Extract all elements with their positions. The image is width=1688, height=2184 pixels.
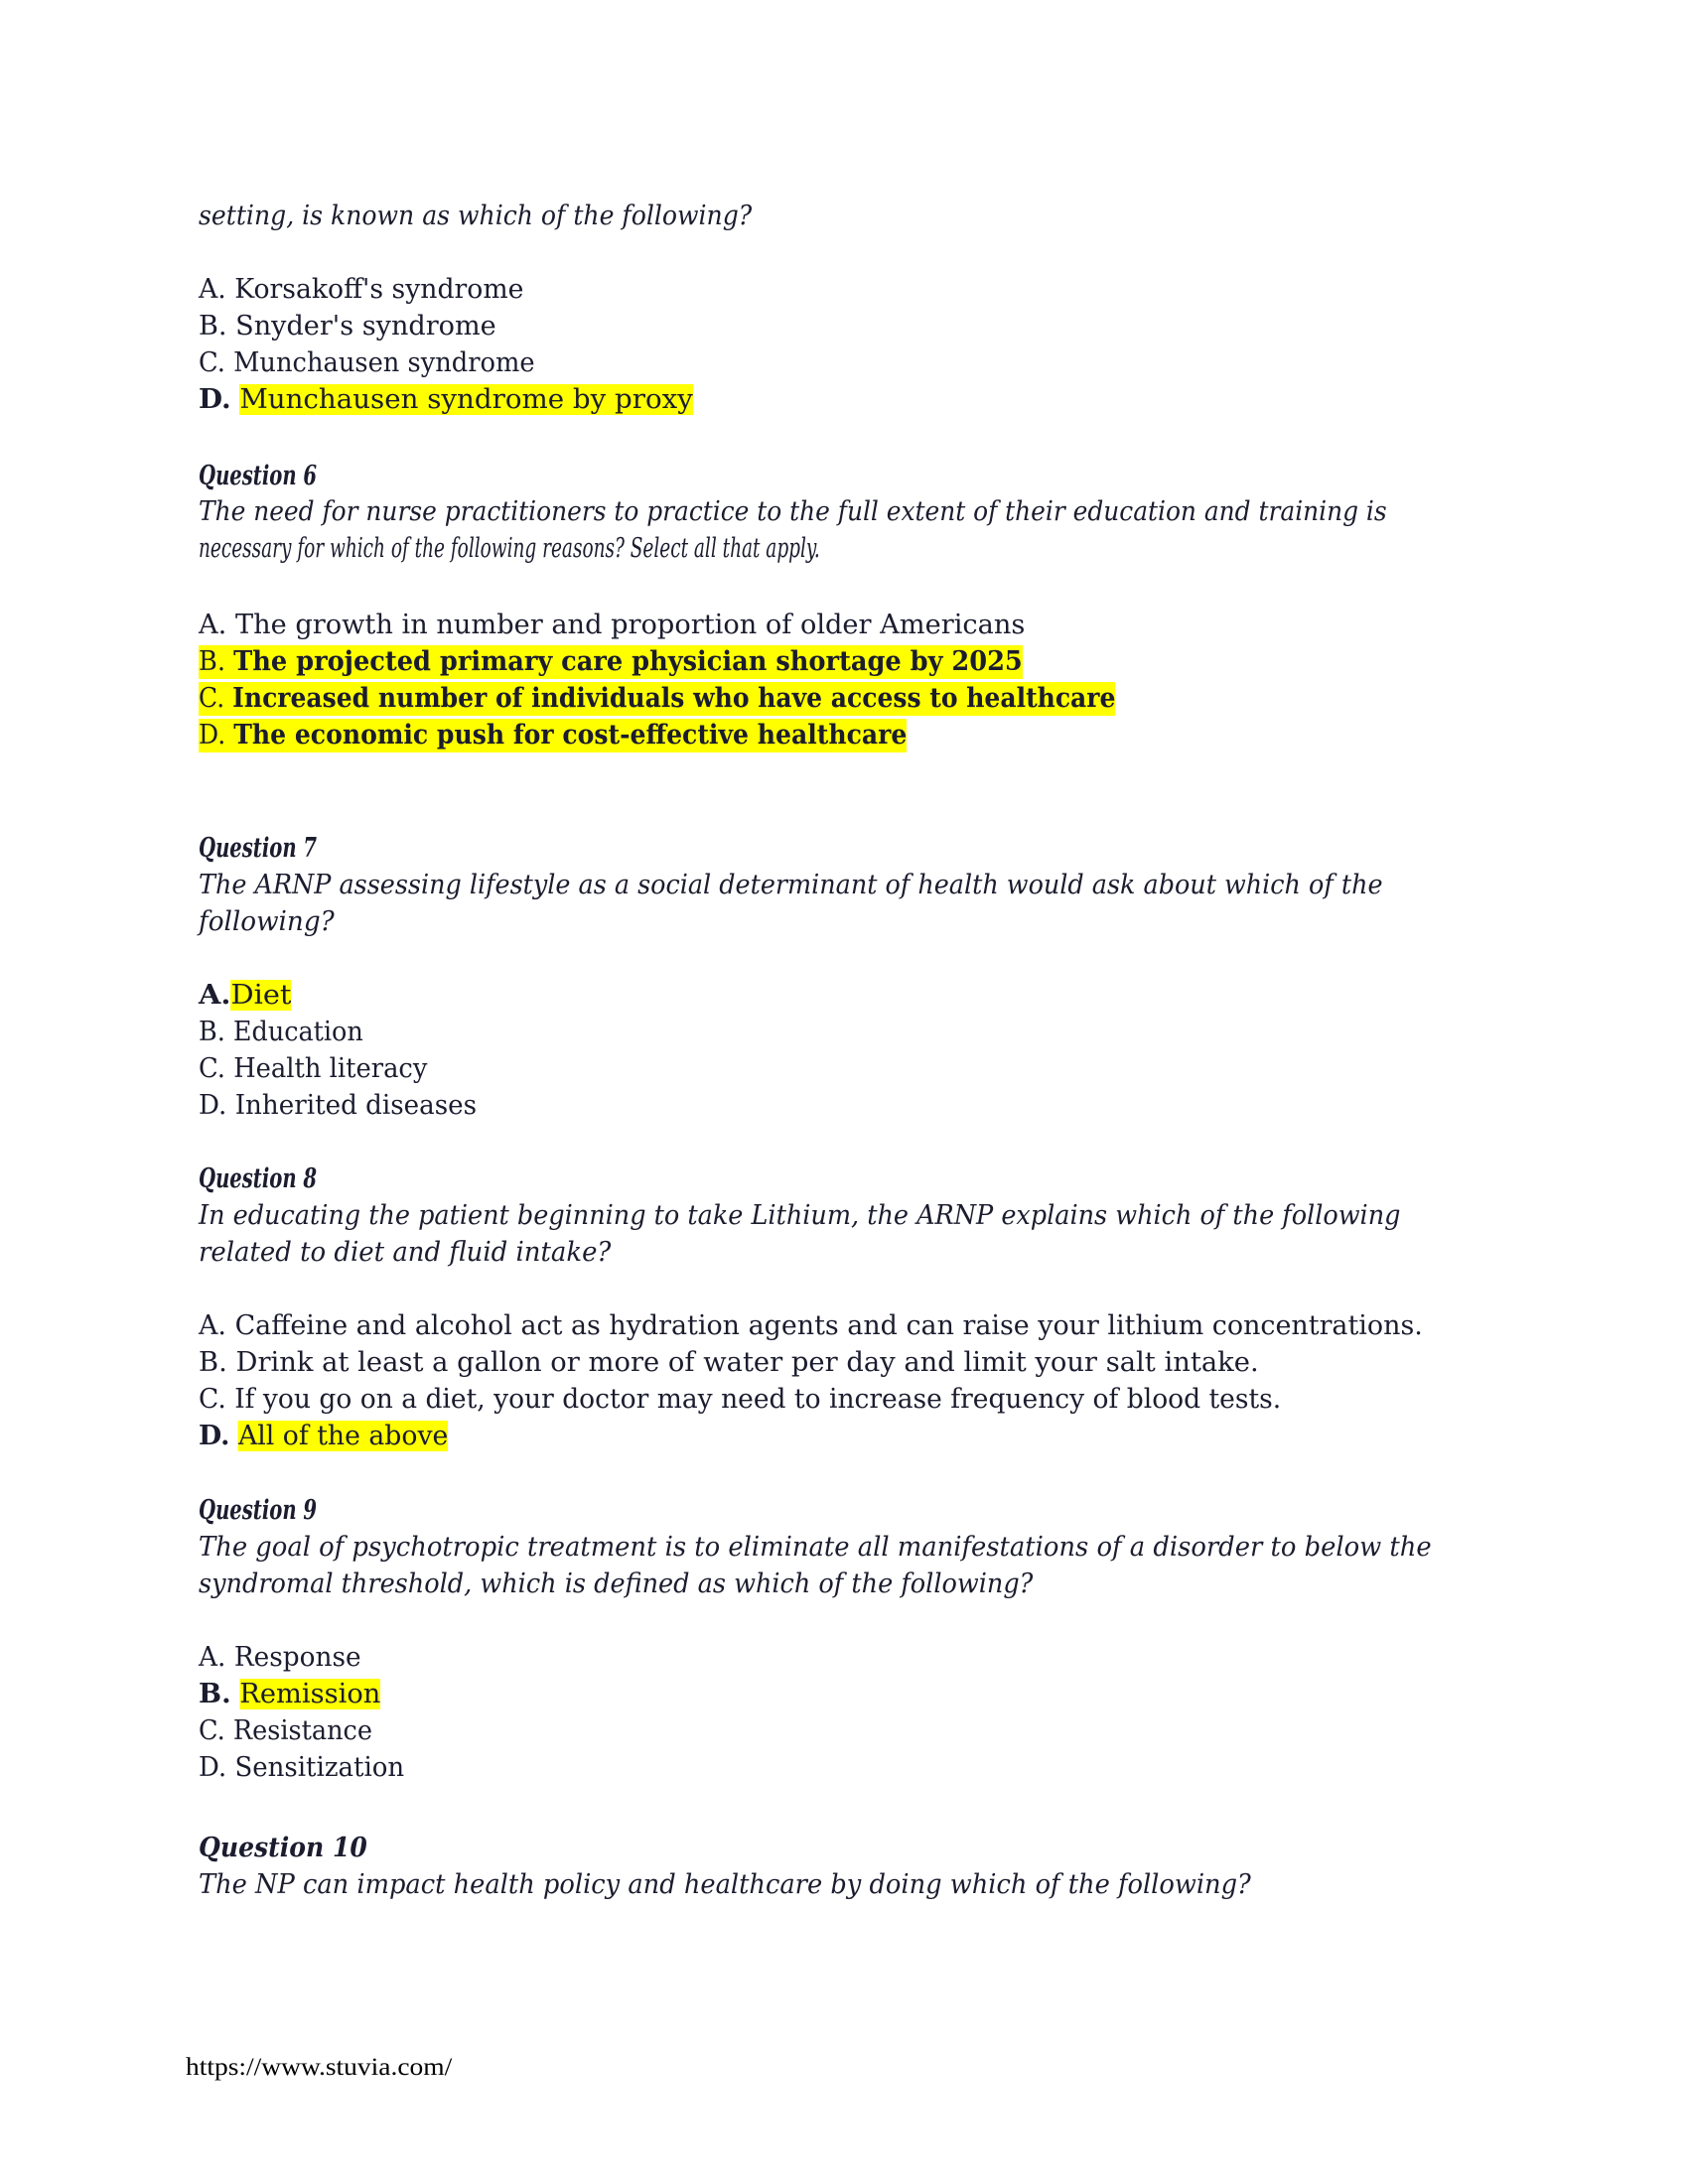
option-letter: D. <box>199 1752 227 1783</box>
question-7-option-a-correct <box>199 979 292 1013</box>
option-text: Snyder's syndrome <box>235 311 496 341</box>
question-7-prompt-line-1: The ARNP assessing lifestyle as a social determinant of health would ask about which of the <box>199 870 1383 900</box>
option-text: Caffeine and alcohol act as hydration agents and can raise your lithium concentrations. <box>234 1310 1423 1341</box>
correct-answer-highlight: Diet <box>230 980 292 1011</box>
option-letter: C. <box>199 1384 226 1415</box>
option-text: Munchausen syndrome <box>233 347 535 378</box>
option-text: The projected primary care physician shortage by 2025 <box>233 646 1023 677</box>
question-5-option-b <box>199 310 496 343</box>
option-text: Korsakoff's syndrome <box>234 274 524 305</box>
option-letter: A. <box>199 1310 227 1341</box>
question-5-option-c <box>199 346 535 380</box>
option-text: Response <box>233 1642 361 1673</box>
correct-answer-highlight: Munchausen syndrome by proxy <box>239 384 693 415</box>
option-text: Resistance <box>232 1715 372 1746</box>
question-6-prompt-line-2: necessary for which of the following reasons? Select all that apply. <box>199 533 820 564</box>
footer-url-link[interactable]: https://www.stuvia.com/ <box>186 2054 453 2081</box>
option-text: Increased number of individuals who have access to healthcare <box>232 683 1116 714</box>
question-8-option-a <box>199 1309 1423 1343</box>
option-letter: B. <box>199 1347 227 1378</box>
question-8-heading: Question 8 <box>199 1163 318 1194</box>
option-text: If you go on a diet, your doctor may need to increase frequency of blood tests. <box>234 1384 1282 1415</box>
option-letter: D. <box>199 1090 227 1121</box>
option-letter: C. <box>199 347 225 378</box>
question-6-option-a <box>199 609 1025 642</box>
option-letter: D. <box>199 720 226 751</box>
correct-answer-highlight: Remission <box>239 1679 381 1709</box>
option-text: Sensitization <box>234 1752 405 1783</box>
correct-answer-highlight: All of the above <box>237 1421 449 1451</box>
option-letter: C. <box>199 1053 225 1084</box>
option-letter: A. <box>199 1642 226 1673</box>
question-7-prompt-line-2: following? <box>199 906 335 937</box>
option-text: Inherited diseases <box>234 1090 478 1121</box>
question-7-option-b <box>199 1016 363 1049</box>
question-6-prompt-line-1: The need for nurse practitioners to practice to the full extent of their education and training is <box>199 496 1387 527</box>
option-letter: C. <box>199 683 225 714</box>
question-9-option-c <box>199 1714 372 1748</box>
question-6-option-c-correct <box>199 682 1115 716</box>
question-9-prompt-line-2: syndromal threshold, which is defined as which of the following? <box>199 1569 1034 1599</box>
question-8-option-d-correct <box>199 1420 448 1453</box>
question-9-heading: Question 9 <box>199 1495 318 1526</box>
question-9-option-a <box>199 1641 361 1675</box>
option-text: Health literacy <box>233 1053 428 1084</box>
question-10-heading: Question 10 <box>199 1833 367 1863</box>
option-letter: B. <box>199 1679 231 1709</box>
question-5-option-a <box>199 273 523 307</box>
question-7-option-c <box>199 1052 427 1086</box>
option-text: The growth in number and proportion of older Americans <box>234 610 1026 640</box>
question-6-option-b-correct <box>199 645 1023 679</box>
option-letter: B. <box>199 646 226 677</box>
question-10-prompt-line-1: The NP can impact health policy and healthcare by doing which of the following? <box>199 1869 1251 1900</box>
option-letter: B. <box>199 311 227 341</box>
question-9-option-d <box>199 1751 404 1785</box>
option-letter: A. <box>199 610 227 640</box>
option-text: The economic push for cost-effective healthcare <box>233 720 908 751</box>
question-5-option-d-correct <box>199 383 693 417</box>
question-8-prompt-line-2: related to diet and fluid intake? <box>199 1237 612 1268</box>
question-9-prompt-line-1: The goal of psychotropic treatment is to eliminate all manifestations of a disorder to below the <box>199 1532 1432 1563</box>
question-6-heading: Question 6 <box>199 461 318 491</box>
option-letter: D. <box>199 384 231 415</box>
question-8-prompt-line-1: In educating the patient beginning to take Lithium, the ARNP explains which of the following <box>199 1200 1401 1231</box>
question-8-option-b <box>199 1346 1259 1380</box>
question-7-option-d <box>199 1089 477 1123</box>
option-letter: B. <box>199 1017 225 1047</box>
question-8-option-c <box>199 1383 1281 1417</box>
option-text: Drink at least a gallon or more of water per day and limit your salt intake. <box>235 1347 1259 1378</box>
option-letter: C. <box>199 1715 225 1746</box>
question-9-option-b-correct <box>199 1678 380 1711</box>
question-6-option-d-correct <box>199 719 907 752</box>
option-letter: A. <box>199 274 226 305</box>
option-letter: D. <box>199 1421 230 1451</box>
option-letter: A. <box>199 980 231 1011</box>
question-5-prompt-tail: setting, is known as which of the following? <box>199 201 753 231</box>
option-text: Education <box>232 1017 363 1047</box>
question-7-heading: Question 7 <box>199 833 318 864</box>
